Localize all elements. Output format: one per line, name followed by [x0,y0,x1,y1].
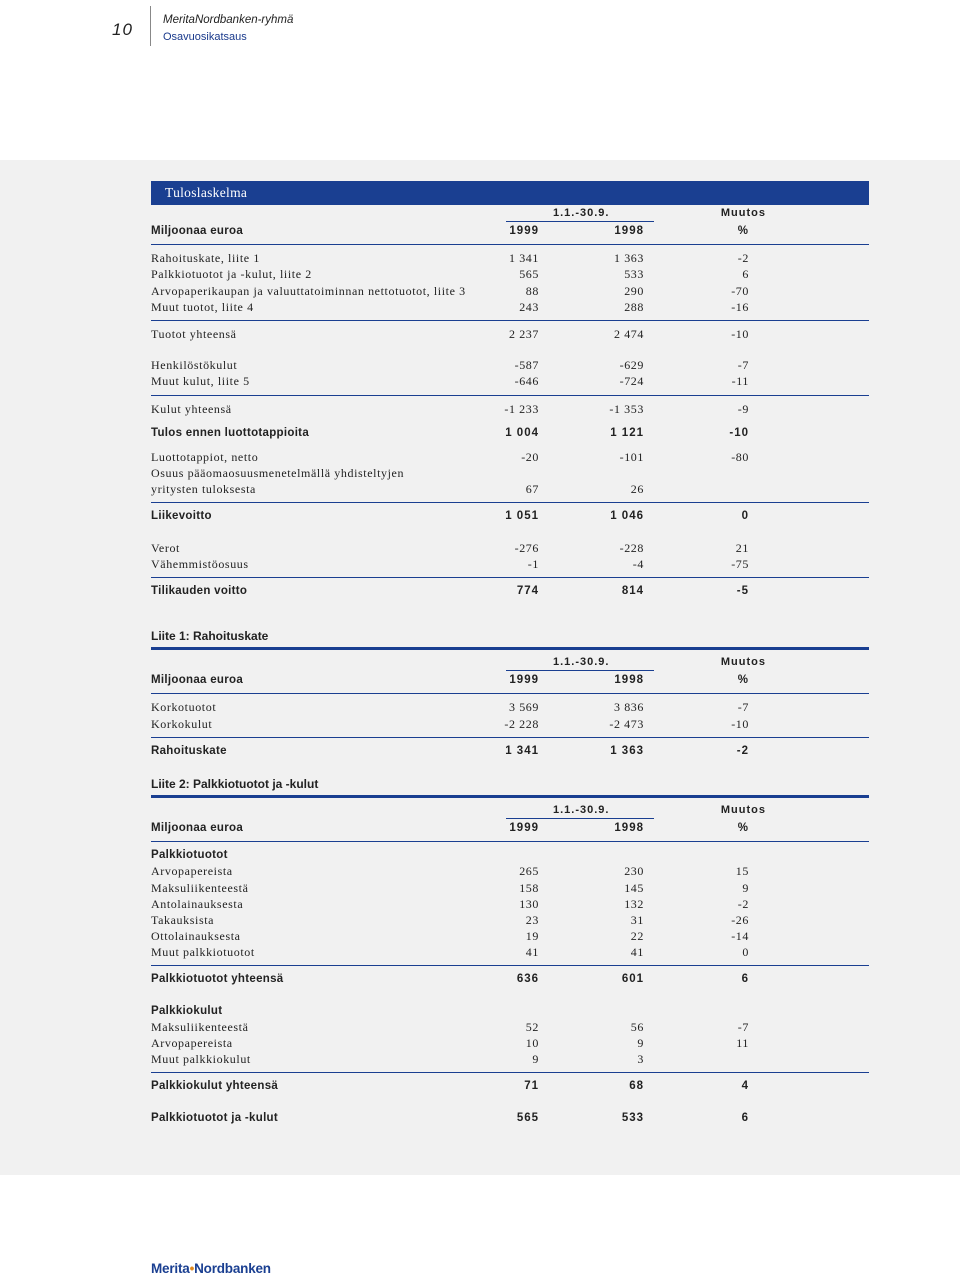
section-heading: Palkkiokulut [151,1004,223,1017]
year-1999: 1999 [509,225,539,237]
table-row: Korkokulut -2 228 -2 473 -10 [151,716,749,731]
table-row: Arvopapereista 265 230 15 [151,864,749,879]
table-row: Palkkiotuotot ja -kulut, liite 2 565 533 6 [151,267,749,282]
year-1998: 1998 [614,225,644,237]
table-row: Luottotappiot, netto -20 -101 -80 [151,449,749,464]
table-row: Muut palkkiokulut 9 3 [151,1052,644,1067]
table-row: Arvopapereista 10 9 11 [151,1036,749,1050]
group-name: MeritaNordbanken-ryhmä [163,14,294,26]
period-header [151,205,869,223]
table-row: Muut palkkiotuotot 41 41 0 [151,945,749,960]
table-row: Takauksista 23 31 -26 [151,912,749,927]
table-row: Rahoituskate, liite 1 1 341 1 363 -2 [151,251,749,266]
table-row: Vähemmistöosuus -1 -4 -75 [151,556,749,571]
note2-title: Liite 2: Palkkiotuotot ja -kulut [151,776,319,791]
brand-logo: Merita•Nordbanken [151,1261,271,1276]
column-header-row [151,223,869,239]
change-label: Muutos [720,656,766,669]
section-heading: Palkkiotuotot [151,849,228,862]
total-row: Palkkiotuotot yhteensä 636 601 6 [151,973,749,986]
table-row: Henkilöstökulut -587 -629 -7 [151,358,749,373]
table-row: Korkotuotot 3 569 3 836 -7 [151,700,749,715]
table-row: yritysten tuloksesta 67 26 [151,482,644,497]
net-row: Palkkiotuotot ja -kulut 565 533 6 [151,1111,749,1124]
total-row: Palkkiokulut yhteensä 71 68 4 [151,1080,749,1093]
report-content [151,181,869,1126]
page-number: 10 [112,20,133,39]
table-row: Arvopaperikaupan ja valuuttatoiminnan nettotuotot, liite 3 88 290 -70 [151,283,749,298]
total-row: Tuotot yhteensä 2 237 2 474 -10 [151,326,749,341]
change-label: Muutos [720,207,766,219]
table-row: Ottolainauksesta 19 22 -14 [151,929,749,944]
subtotal-row: Tulos ennen luottotappioita 1 004 1 121 -10 [151,426,749,439]
net-profit-row: Tilikauden voitto 774 814 -5 [151,585,749,597]
period-underline [506,818,654,819]
period-header [151,802,869,820]
total-row: Kulut yhteensä -1 233 -1 353 -9 [151,401,749,416]
table-row: Maksuliikenteestä 52 56 -7 [151,1019,749,1034]
total-row: Rahoituskate 1 341 1 363 -2 [151,744,749,757]
table-row: Antolainauksesta 130 132 -2 [151,896,749,911]
subtotal-row: Liikevoitto 1 051 1 046 0 [151,510,749,523]
column-header-row: Miljoonaa euroa 1999 1998 % [151,674,749,687]
period-label: 1.1.-30.9. [553,656,610,669]
percent-label: % [737,225,749,237]
table-row: Muut kulut, liite 5 -646 -724 -11 [151,374,749,389]
header-divider [150,6,151,46]
period-label: 1.1.-30.9. [553,207,610,219]
table-row: Osuus pääomaosuusmenetelmällä yhdisteltyjen [151,466,405,481]
column-header-row: Miljoonaa euroa 1999 1998 % [151,821,749,834]
income-statement-title: Tuloslaskelma [151,181,869,205]
table-row: Verot -276 -228 21 [151,540,749,555]
unit-label: Miljoonaa euroa [151,225,244,237]
period-label: 1.1.-30.9. [553,803,610,816]
note1-title: Liite 1: Rahoituskate [151,629,269,644]
period-underline [506,221,654,222]
table-row: Muut tuotot, liite 4 243 288 -16 [151,299,749,314]
section-name: Osavuosikatsaus [163,31,247,43]
table-row: Maksuliikenteestä 158 145 9 [151,880,749,895]
change-label: Muutos [720,803,766,816]
period-header [151,654,869,672]
period-underline [506,670,654,671]
